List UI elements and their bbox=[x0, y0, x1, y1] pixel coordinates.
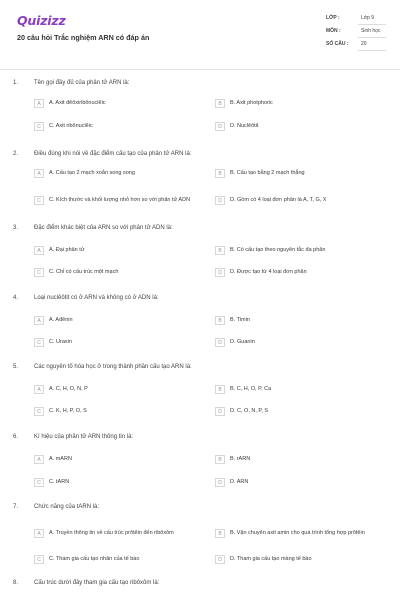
option-letter-box: C bbox=[34, 196, 44, 205]
option-letter-box: D bbox=[215, 407, 225, 416]
option-letter-box: C bbox=[34, 478, 44, 487]
meta-underline bbox=[358, 50, 386, 51]
option-letter-box: D bbox=[215, 478, 225, 487]
meta-underline bbox=[358, 37, 386, 38]
answer-option-b[interactable] bbox=[215, 385, 385, 394]
question-number: 7. bbox=[13, 504, 19, 510]
option-letter-box: A bbox=[34, 316, 44, 325]
option-text: D. C, O, N, P, S bbox=[230, 407, 269, 414]
answer-option-b[interactable] bbox=[215, 246, 385, 255]
option-text: A. Truyền thông tin về cấu trúc prôtêin đến ribôxôm bbox=[49, 529, 174, 536]
option-text: C. Kích thước và khối lượng nhỏ hơn so với phân tử ADN bbox=[49, 196, 191, 203]
option-letter-box: B bbox=[215, 455, 225, 464]
option-letter-box: C bbox=[34, 268, 44, 277]
quizizz-logo: Quizizz bbox=[17, 13, 66, 28]
question-text: Các nguyên tố hóa học ở trong thành phần cấu tạo ARN là: bbox=[34, 364, 192, 370]
answer-option-c[interactable] bbox=[34, 407, 204, 416]
question-number: 3. bbox=[13, 225, 19, 231]
option-letter-box: A bbox=[34, 246, 44, 255]
answer-option-b[interactable] bbox=[215, 316, 385, 325]
question-number: 2. bbox=[13, 151, 19, 157]
option-text: A. Đại phân tử bbox=[49, 246, 85, 253]
answer-option-c[interactable] bbox=[34, 338, 204, 347]
option-text: C. Uraxin bbox=[49, 338, 72, 345]
option-text: B. C, H, O, P, Ca bbox=[230, 385, 272, 392]
option-letter-box: A bbox=[34, 169, 44, 178]
question-number: 5. bbox=[13, 364, 19, 370]
answer-option-b[interactable] bbox=[215, 455, 385, 464]
option-text: D. Được tạo từ 4 loại đơn phân bbox=[230, 268, 307, 275]
worksheet-header bbox=[0, 0, 400, 70]
question-number: 1. bbox=[13, 80, 19, 86]
option-letter-box: B bbox=[215, 529, 225, 538]
option-text: D. ARN bbox=[230, 478, 249, 485]
question-text: Đặc điểm khác biệt của ARN so với phân tử ADN là: bbox=[34, 225, 173, 231]
option-letter-box: A bbox=[34, 455, 44, 464]
answer-option-c[interactable] bbox=[34, 478, 204, 487]
option-letter-box: B bbox=[215, 169, 225, 178]
option-text: A. Ađênin bbox=[49, 316, 73, 323]
meta-label: LỚP : bbox=[326, 15, 340, 21]
page-title: 20 câu hỏi Trắc nghiệm ARN có đáp án bbox=[17, 33, 150, 42]
option-text: A. mARN bbox=[49, 455, 72, 462]
meta-row-subject bbox=[326, 28, 386, 41]
option-letter-box: D bbox=[215, 196, 225, 205]
option-letter-box: D bbox=[215, 268, 225, 277]
option-text: A. Cấu tạo 2 mạch xoắn song song bbox=[49, 169, 135, 176]
option-text: A. Axit đêôxiribônuclêic bbox=[49, 99, 106, 106]
option-letter-box: A bbox=[34, 385, 44, 394]
option-letter-box: B bbox=[215, 99, 225, 108]
answer-option-a[interactable] bbox=[34, 385, 204, 394]
meta-label: SỐ CÂU : bbox=[326, 41, 349, 47]
answer-option-d[interactable] bbox=[215, 196, 385, 205]
answer-option-d[interactable] bbox=[215, 407, 385, 416]
question-text: Chức năng của tARN là: bbox=[34, 504, 100, 510]
question-text: Loại nuclêôtit có ở ARN và không có ở ADN là: bbox=[34, 295, 159, 301]
question-text: Cấu trúc dưới đây tham gia cấu tạo ribôxôm là: bbox=[34, 580, 160, 586]
option-text: C. tARN bbox=[49, 478, 70, 485]
answer-option-d[interactable] bbox=[215, 555, 385, 564]
option-text: D. Nuclêôtit bbox=[230, 122, 259, 129]
answer-option-a[interactable] bbox=[34, 169, 204, 178]
meta-row-class bbox=[326, 15, 386, 28]
answer-option-c[interactable] bbox=[34, 196, 199, 205]
meta-label: MÔN : bbox=[326, 28, 341, 34]
answer-option-c[interactable] bbox=[34, 268, 204, 277]
option-text: B. Cấu tạo bằng 2 mạch thẳng bbox=[230, 169, 305, 176]
question-number: 4. bbox=[13, 295, 19, 301]
option-text: A. C, H, O, N, P bbox=[49, 385, 88, 392]
meta-value: Lớp 9 bbox=[361, 15, 375, 21]
option-text: B. Timin bbox=[230, 316, 250, 323]
question-number: 8. bbox=[13, 580, 19, 586]
answer-option-b[interactable] bbox=[215, 169, 385, 178]
option-text: C. Chỉ có cấu trúc một mạch bbox=[49, 268, 119, 275]
option-letter-box: B bbox=[215, 246, 225, 255]
question-text: Tên gọi đầy đủ của phân tử ARN là: bbox=[34, 80, 130, 86]
option-letter-box: C bbox=[34, 407, 44, 416]
answer-option-c[interactable] bbox=[34, 555, 204, 564]
answer-option-a[interactable] bbox=[34, 316, 204, 325]
option-letter-box: D bbox=[215, 555, 225, 564]
meta-value: Sinh học bbox=[361, 28, 381, 34]
meta-underline bbox=[358, 24, 386, 25]
option-text: D. Guanin bbox=[230, 338, 255, 345]
option-text: C. Tham gia cấu tạo nhân của tế bào bbox=[49, 555, 140, 562]
meta-row-count bbox=[326, 41, 386, 54]
option-letter-box: A bbox=[34, 529, 44, 538]
answer-option-d[interactable] bbox=[215, 338, 385, 347]
answer-option-d[interactable] bbox=[215, 268, 385, 277]
option-text: C. Axit ribônuclêic bbox=[49, 122, 93, 129]
option-text: B. Vận chuyển axit amin cho quá trình tổng hợp prôtêin bbox=[230, 529, 365, 536]
option-text: D. Gồm có 4 loại đơn phân là A, T, G, X bbox=[230, 196, 327, 203]
question-text: Kí hiệu của phân tử ARN thông tin là: bbox=[34, 434, 134, 440]
option-letter-box: C bbox=[34, 555, 44, 564]
answer-option-a[interactable] bbox=[34, 529, 212, 538]
option-text: B. Axit photphoric bbox=[230, 99, 273, 106]
option-letter-box: D bbox=[215, 122, 225, 131]
meta-value: 20 bbox=[361, 41, 367, 47]
option-letter-box: B bbox=[215, 385, 225, 394]
option-letter-box: A bbox=[34, 99, 44, 108]
option-letter-box: D bbox=[215, 338, 225, 347]
option-letter-box: B bbox=[215, 316, 225, 325]
option-text: C. K, H, P, O, S bbox=[49, 407, 87, 414]
option-text: B. Có cấu tạo theo nguyên tắc đa phân bbox=[230, 246, 326, 253]
answer-option-a[interactable] bbox=[34, 99, 204, 108]
answer-option-a[interactable] bbox=[34, 455, 204, 464]
option-text: B. rARN bbox=[230, 455, 251, 462]
question-text: Điều đúng khi nói về đặc điểm cấu tạo của phân tử ARN là: bbox=[34, 151, 192, 157]
answer-option-b[interactable] bbox=[215, 99, 385, 108]
worksheet-meta bbox=[326, 15, 386, 54]
question-number: 6. bbox=[13, 434, 19, 440]
option-letter-box: C bbox=[34, 338, 44, 347]
answer-option-d[interactable] bbox=[215, 122, 385, 131]
option-letter-box: C bbox=[34, 122, 44, 131]
answer-option-d[interactable] bbox=[215, 478, 385, 487]
answer-option-a[interactable] bbox=[34, 246, 204, 255]
option-text: D. Tham gia cấu tạo màng tế bào bbox=[230, 555, 312, 562]
answer-option-c[interactable] bbox=[34, 122, 204, 131]
answer-option-b[interactable] bbox=[215, 529, 385, 538]
